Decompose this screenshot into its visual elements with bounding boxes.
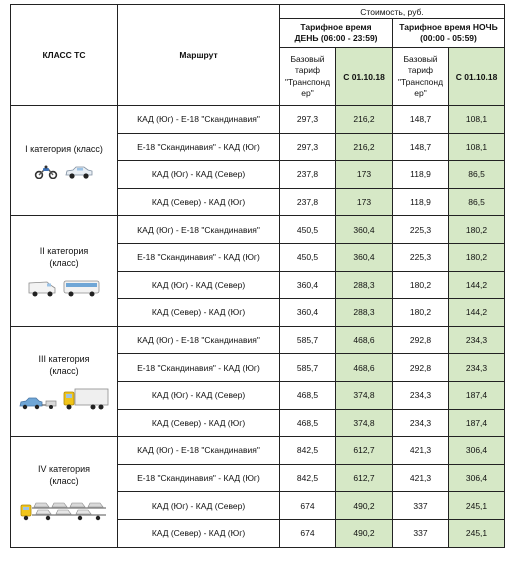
night-base-price: 292,8 [393, 326, 449, 354]
day-base-price: 450,5 [280, 216, 336, 244]
night-base-price: 148,7 [393, 133, 449, 161]
night-new-price: 180,2 [449, 243, 505, 271]
day-base-price: 674 [280, 492, 336, 520]
night-new-price: 245,1 [449, 519, 505, 547]
route-cell: Е-18 "Скандинавия" - КАД (Юг) [118, 464, 280, 492]
day-new-price: 374,8 [336, 409, 393, 437]
day-tariff-header [280, 19, 393, 48]
day-base-price: 237,8 [280, 161, 336, 189]
table-row [11, 437, 505, 465]
route-cell: КАД (Север) - КАД (Юг) [118, 299, 280, 327]
night-new-price: 245,1 [449, 492, 505, 520]
day-base-price: 674 [280, 519, 336, 547]
day-base-price: 842,5 [280, 464, 336, 492]
day-new-price: 360,4 [336, 216, 393, 244]
route-cell: КАД (Юг) - КАД (Север) [118, 271, 280, 299]
day-new-price: 360,4 [336, 243, 393, 271]
cost-header: Стоимость, руб. [280, 5, 505, 19]
night-new-price: 86,5 [449, 161, 505, 189]
day-new-price: 216,2 [336, 106, 393, 134]
night-base-price: 337 [393, 492, 449, 520]
vehicle-class-cell [11, 106, 118, 216]
base-tariff-word-4: ер" [301, 87, 314, 98]
night-new-price: 144,2 [449, 271, 505, 299]
night-new-price: 234,3 [449, 326, 505, 354]
day-new-price: 288,3 [336, 299, 393, 327]
route-cell: КАД (Юг) - Е-18 "Скандинавия" [118, 326, 280, 354]
day-base-price: 360,4 [280, 271, 336, 299]
day-base-price: 450,5 [280, 243, 336, 271]
day-new-price: 612,7 [336, 437, 393, 465]
route-cell: КАД (Юг) - КАД (Север) [118, 161, 280, 189]
night-title-line-1: Тарифное время НОЧЬ [399, 21, 498, 32]
table-row [11, 326, 505, 354]
day-title-line-2: ДЕНЬ (06:00 - 23:59) [294, 33, 378, 43]
base-tariff-word-3: "Транспонд [284, 76, 331, 87]
day-base-price: 585,7 [280, 326, 336, 354]
class-column-header: КЛАСС ТС [11, 5, 118, 106]
route-cell: Е-18 "Скандинавия" - КАД (Юг) [118, 133, 280, 161]
night-base-price: 180,2 [393, 299, 449, 327]
vehicle-class-sublabel: (класс) [49, 475, 79, 486]
route-cell: КАД (Юг) - КАД (Север) [118, 492, 280, 520]
route-cell: КАД (Север) - КАД (Юг) [118, 409, 280, 437]
vehicle-class-sublabel: (класс) [49, 366, 79, 377]
night-base-price: 421,3 [393, 437, 449, 465]
vehicle-class-label: III категория [38, 354, 90, 365]
night-new-price: 306,4 [449, 437, 505, 465]
day-new-price: 612,7 [336, 464, 393, 492]
night-base-price: 292,8 [393, 354, 449, 382]
night-new-price: 234,3 [449, 354, 505, 382]
vehicle-class-label: II категория [39, 245, 89, 256]
day-new-price: 216,2 [336, 133, 393, 161]
vehicle-class-label: I категория (класс) [25, 143, 103, 154]
base-tariff-word-3: "Транспонд [397, 76, 444, 87]
day-base-price: 468,5 [280, 381, 336, 409]
night-base-price: 225,3 [393, 243, 449, 271]
base-tariff-word-2: тариф [295, 65, 320, 76]
vehicle-icons [11, 279, 117, 297]
day-base-price: 585,7 [280, 354, 336, 382]
night-base-price: 421,3 [393, 464, 449, 492]
route-cell: Е-18 "Скандинавия" - КАД (Юг) [118, 354, 280, 382]
vehicle-icons [11, 497, 117, 521]
day-new-price: 374,8 [336, 381, 393, 409]
van-icon [27, 279, 57, 297]
night-new-price: 144,2 [449, 299, 505, 327]
day-base-price: 360,4 [280, 299, 336, 327]
vehicle-class-cell [11, 216, 118, 326]
table-row [11, 216, 505, 244]
night-base-price: 148,7 [393, 106, 449, 134]
day-base-price: 297,3 [280, 133, 336, 161]
day-new-price: 468,6 [336, 354, 393, 382]
day-base-price: 237,8 [280, 188, 336, 216]
day-new-price: 468,6 [336, 326, 393, 354]
night-base-price: 234,3 [393, 381, 449, 409]
day-base-price: 297,3 [280, 106, 336, 134]
day-title-line-1: Тарифное время [300, 21, 372, 32]
car-trailer-icon [19, 396, 57, 410]
vehicle-class-label: IV категория [38, 463, 90, 474]
car-icon [64, 165, 94, 179]
night-base-price: 118,9 [393, 161, 449, 189]
night-base-price: 234,3 [393, 409, 449, 437]
day-new-price: 490,2 [336, 492, 393, 520]
vehicle-icons [11, 388, 117, 410]
night-base-price: 337 [393, 519, 449, 547]
vehicle-class-sublabel: (класс) [49, 258, 79, 269]
route-cell: КАД (Север) - КАД (Юг) [118, 519, 280, 547]
bus-icon [63, 279, 101, 297]
car-carrier-truck-icon [20, 497, 108, 521]
vehicle-class-cell [11, 437, 118, 547]
night-new-price: 187,4 [449, 381, 505, 409]
night-new-price: 180,2 [449, 216, 505, 244]
night-tariff-header [393, 19, 505, 48]
day-new-price: 173 [336, 188, 393, 216]
day-base-tariff-header [280, 48, 336, 106]
route-cell: КАД (Юг) - КАД (Север) [118, 381, 280, 409]
route-cell: КАД (Юг) - Е-18 "Скандинавия" [118, 106, 280, 134]
night-new-price: 86,5 [449, 188, 505, 216]
tariff-body [11, 106, 505, 548]
day-new-price: 173 [336, 161, 393, 189]
day-base-price: 842,5 [280, 437, 336, 465]
base-tariff-word-1: Базовый [403, 53, 438, 64]
night-new-price: 108,1 [449, 106, 505, 134]
route-column-header: Маршрут [118, 5, 280, 106]
route-cell: КАД (Юг) - Е-18 "Скандинавия" [118, 437, 280, 465]
day-new-price: 288,3 [336, 271, 393, 299]
base-tariff-word-2: тариф [408, 65, 433, 76]
truck-icon [63, 388, 109, 410]
base-tariff-word-4: ер" [414, 87, 427, 98]
route-cell: КАД (Север) - КАД (Юг) [118, 188, 280, 216]
night-base-price: 180,2 [393, 271, 449, 299]
motorcycle-icon [34, 165, 58, 179]
table-row [11, 106, 505, 134]
route-cell: Е-18 "Скандинавия" - КАД (Юг) [118, 243, 280, 271]
tariff-table [10, 4, 505, 548]
vehicle-icons [11, 165, 117, 179]
vehicle-class-cell [11, 326, 118, 436]
night-title-line-2: (00:00 - 05:59) [420, 33, 477, 43]
base-tariff-word-1: Базовый [290, 53, 325, 64]
night-base-tariff-header [393, 48, 449, 106]
night-new-price: 108,1 [449, 133, 505, 161]
day-base-price: 468,5 [280, 409, 336, 437]
night-base-price: 118,9 [393, 188, 449, 216]
day-new-price: 490,2 [336, 519, 393, 547]
night-base-price: 225,3 [393, 216, 449, 244]
day-new-tariff-header: С 01.10.18 [336, 48, 393, 106]
night-new-price: 306,4 [449, 464, 505, 492]
night-new-tariff-header: С 01.10.18 [449, 48, 505, 106]
route-cell: КАД (Юг) - Е-18 "Скандинавия" [118, 216, 280, 244]
night-new-price: 187,4 [449, 409, 505, 437]
